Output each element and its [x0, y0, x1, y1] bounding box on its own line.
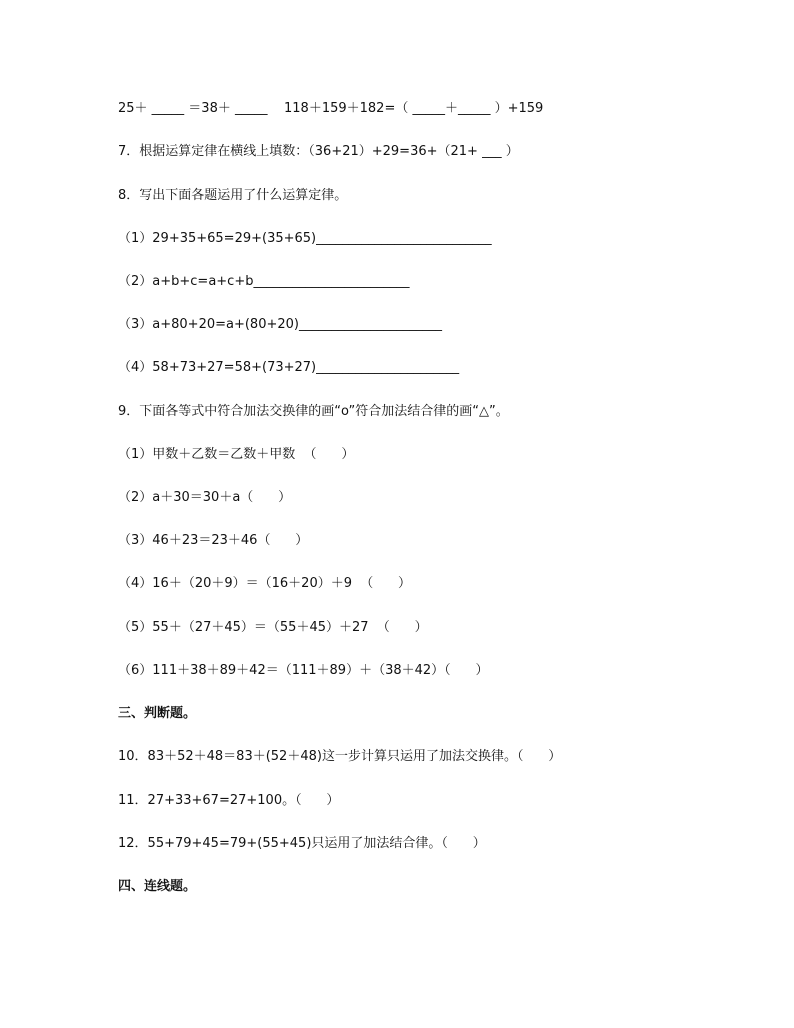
section-3-heading: 三、判断题。 — [118, 706, 197, 721]
section-4-heading: 四、连线题。 — [118, 879, 197, 894]
question-9-item-5: （5）55＋（27＋45）＝（55＋45）＋27 （ ） — [118, 620, 428, 635]
question-10: 10．83＋52＋48＝83＋(52＋48)这一步计算只运用了加法交换律。（ ） — [118, 749, 562, 764]
question-9-item-4: （4）16＋（20＋9）＝（16＋20）＋9 （ ） — [118, 576, 412, 591]
question-9-item-6: （6）111＋38＋89＋42＝（111＋89）＋（38＋42）（ ） — [118, 663, 489, 678]
question-8-item-3: （3）a+80+20=a+(80+20)______________________ — [118, 317, 442, 332]
question-8-item-1: （1）29+35+65=29+(35+65)___________________________ — [118, 231, 492, 246]
question-7: 7．根据运算定律在横线上填数：（36+21）+29=36+（21+ ___ ） — [118, 144, 519, 159]
question-12: 12．55+79+45=79+(55+45)只运用了加法结合律。（ ） — [118, 836, 486, 851]
question-8-item-2: （2）a+b+c=a+c+b________________________ — [118, 274, 410, 289]
question-9-item-3: （3）46＋23＝23＋46（ ） — [118, 533, 309, 548]
question-8: 8．写出下面各题运用了什么运算定律。 — [118, 188, 348, 203]
question-9-item-2: （2）a＋30＝30＋a（ ） — [118, 490, 292, 505]
question-9: 9．下面各等式中符合加法交换律的画“o”符合加法结合律的画“△”。 — [118, 404, 509, 419]
question-8-item-4: （4）58+73+27=58+(73+27)______________________ — [118, 360, 460, 375]
fill-blank-line: 25＋ _____ ＝38＋ _____ 118＋159＋182=（ _____＋_____ ）+159 — [118, 101, 544, 116]
question-9-item-1: （1）甲数＋乙数＝乙数＋甲数 （ ） — [118, 447, 355, 462]
question-11: 11．27+33+67=27+100。（ ） — [118, 793, 340, 808]
